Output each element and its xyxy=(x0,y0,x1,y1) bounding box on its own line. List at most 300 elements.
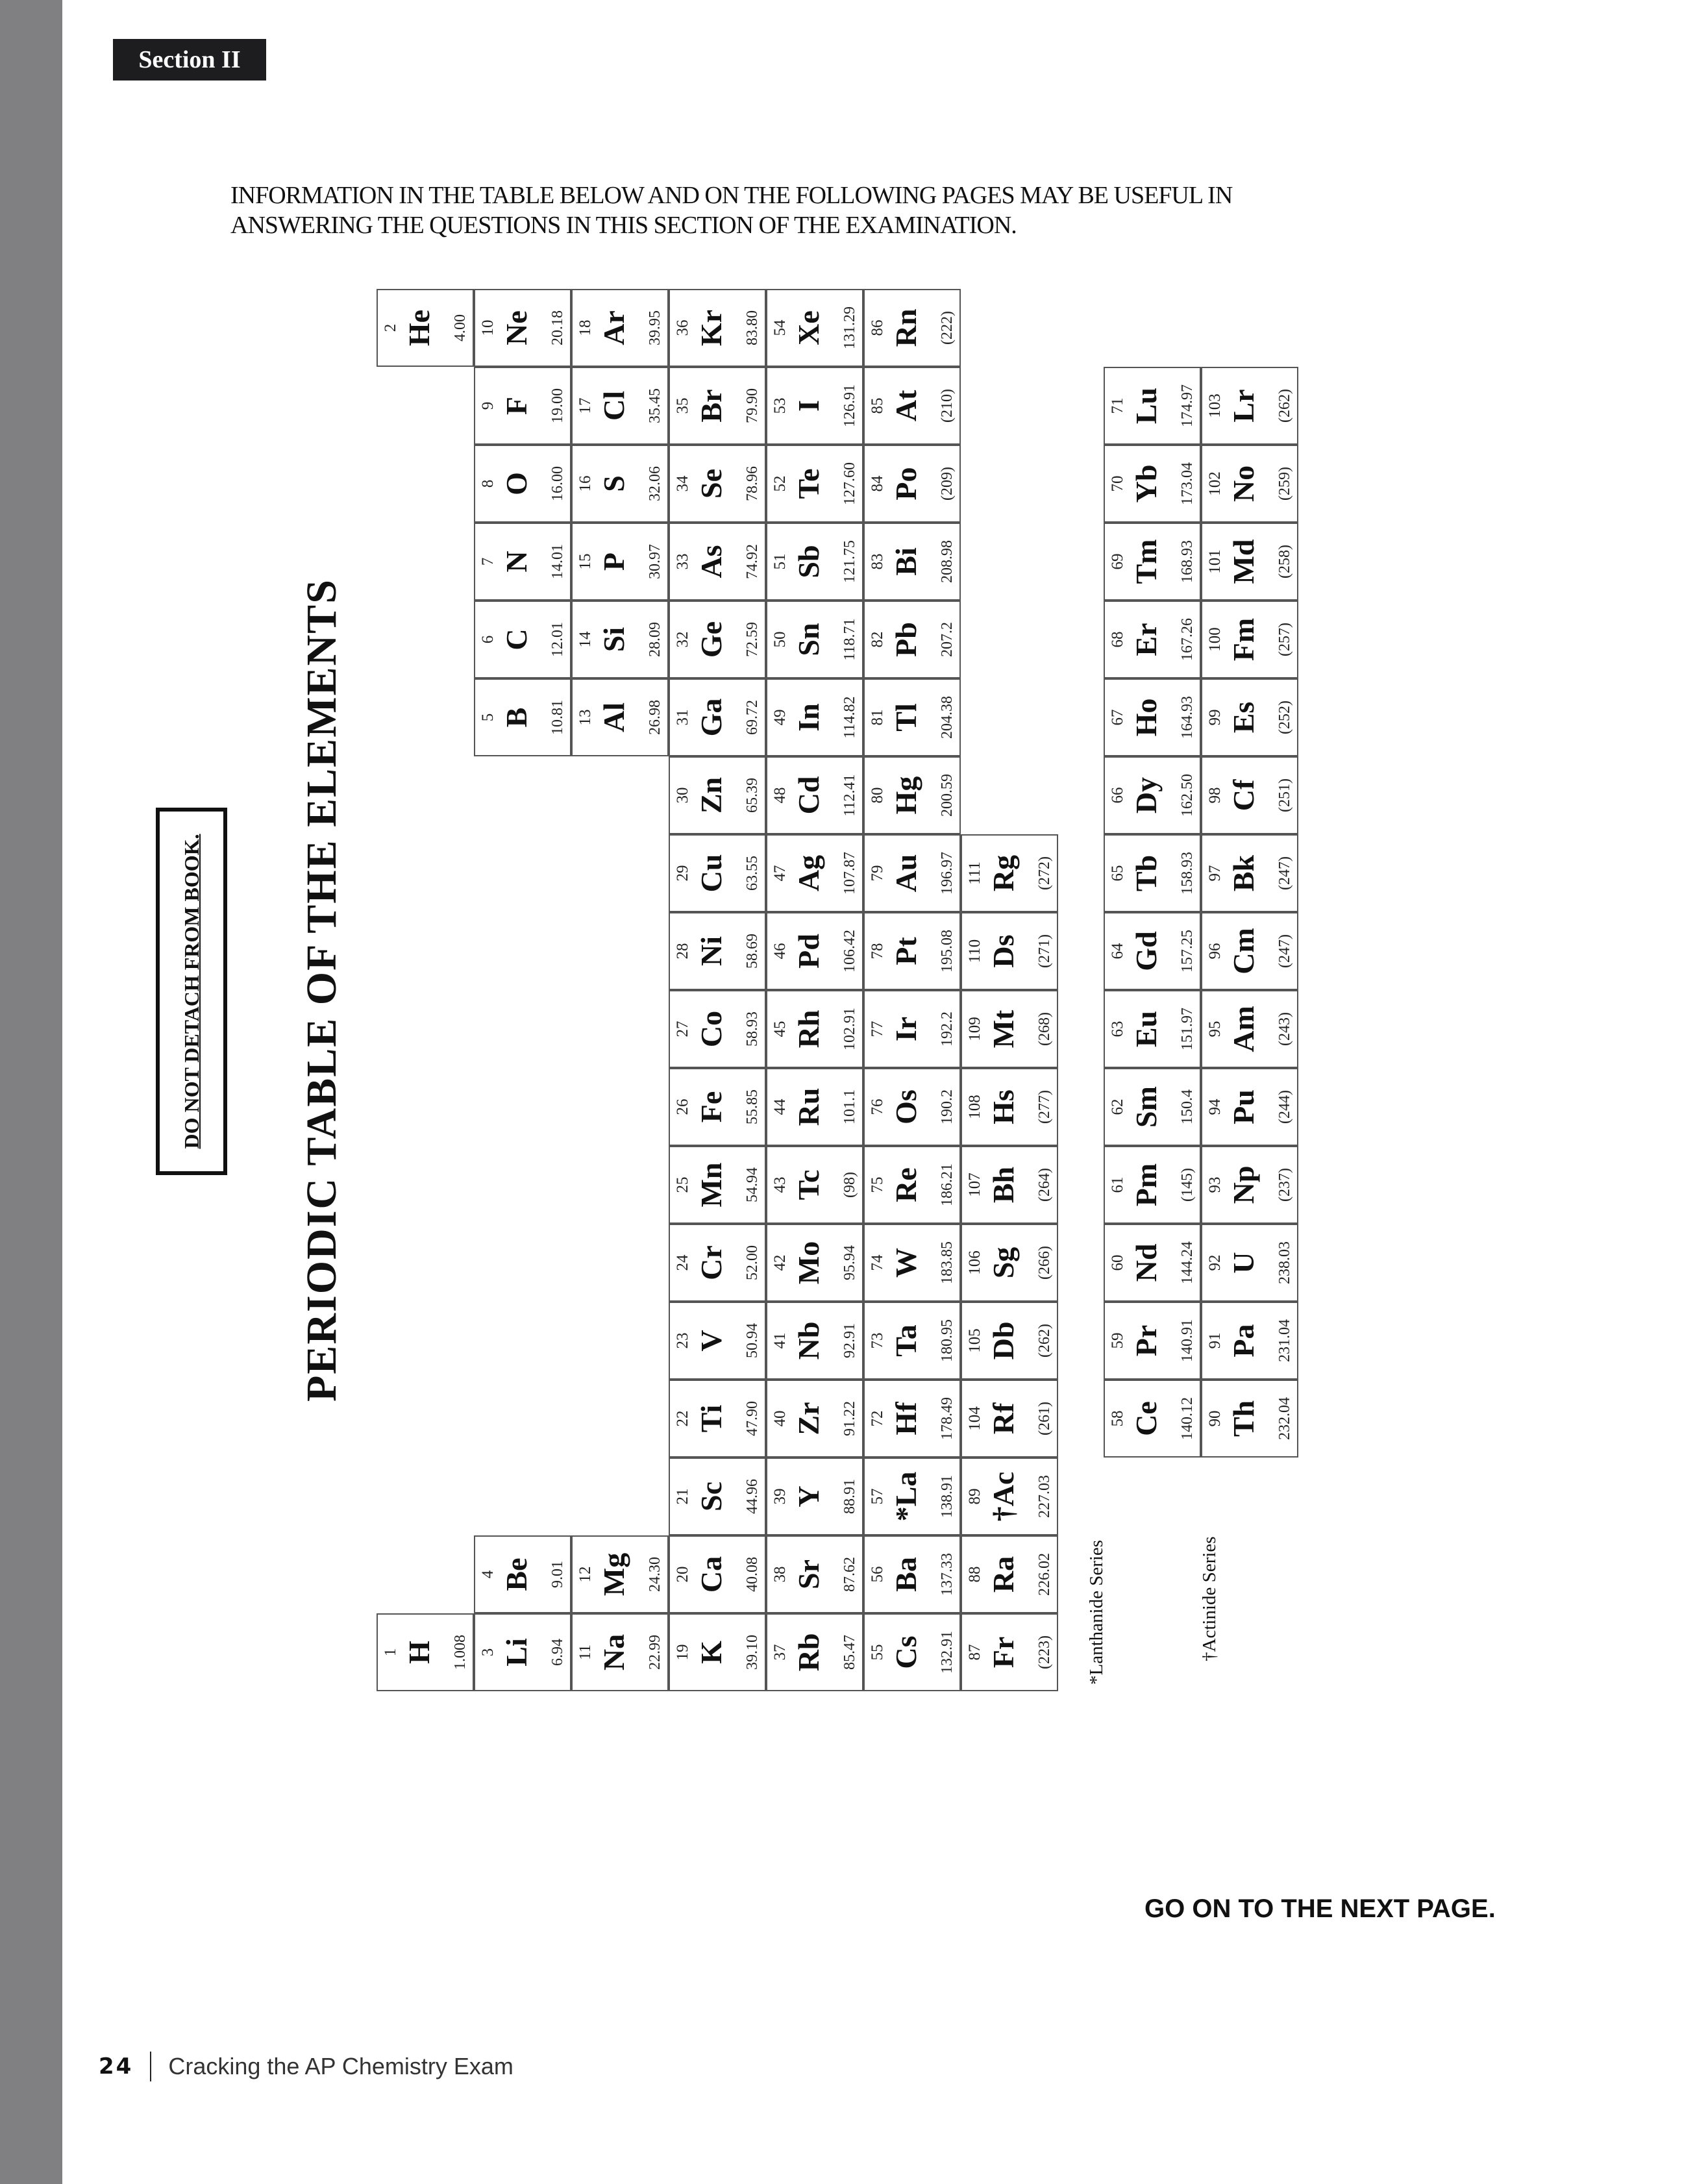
element-cell xyxy=(766,1535,863,1613)
element-cell xyxy=(863,912,961,990)
element-symbol: Cm xyxy=(1227,928,1260,974)
atomic-mass: (247) xyxy=(1276,856,1293,890)
atomic-mass: 88.91 xyxy=(841,1479,858,1514)
atomic-number: 109 xyxy=(966,1017,983,1041)
element-symbol: Md xyxy=(1227,539,1260,584)
element-symbol: Kr xyxy=(695,309,728,347)
atomic-mass: (145) xyxy=(1179,1168,1196,1202)
element-cell xyxy=(474,601,571,678)
atomic-mass: 14.01 xyxy=(549,544,566,579)
atomic-mass: 102.91 xyxy=(841,1008,858,1050)
atomic-mass: (264) xyxy=(1036,1168,1053,1202)
element-symbol: Ge xyxy=(695,621,728,658)
element-symbol: Li xyxy=(500,1638,533,1667)
element-symbol: Xe xyxy=(792,310,825,345)
element-cell xyxy=(474,678,571,756)
atomic-mass: (244) xyxy=(1276,1090,1293,1124)
element-symbol: Bh xyxy=(987,1166,1020,1204)
atomic-number: 94 xyxy=(1206,1098,1224,1115)
atomic-mass: 200.59 xyxy=(939,774,956,817)
element-symbol: Fe xyxy=(695,1091,728,1123)
element-cell xyxy=(863,1302,961,1380)
footer xyxy=(99,2050,513,2083)
atomic-mass: 35.45 xyxy=(647,388,663,423)
atomic-mass: 196.97 xyxy=(939,852,956,895)
element-cell xyxy=(571,523,669,601)
element-cell xyxy=(1104,1146,1201,1224)
element-symbol: N xyxy=(500,551,533,573)
element-symbol: I xyxy=(792,400,825,412)
atomic-number: 27 xyxy=(674,1021,691,1037)
element-symbol: He xyxy=(402,309,436,347)
element-cell xyxy=(766,601,863,678)
atomic-number: 20 xyxy=(674,1566,691,1583)
element-cell xyxy=(571,289,669,367)
element-cell xyxy=(766,990,863,1068)
atomic-mass: 47.90 xyxy=(744,1401,761,1436)
atomic-mass: 72.59 xyxy=(744,622,761,657)
atomic-number: 33 xyxy=(674,553,691,570)
element-symbol: Ne xyxy=(500,310,533,345)
atomic-mass: 183.85 xyxy=(939,1241,956,1284)
element-symbol: Na xyxy=(597,1633,630,1671)
element-symbol: H xyxy=(402,1641,436,1664)
element-cell xyxy=(1104,678,1201,756)
atomic-mass: 63.55 xyxy=(744,856,761,891)
element-symbol: Ni xyxy=(695,936,728,966)
instructions-line-2: ANSWERING THE QUESTIONS IN THIS SECTION OF THE EXAMINATION. xyxy=(230,212,1017,239)
element-cell xyxy=(1201,834,1298,912)
element-symbol: Np xyxy=(1227,1165,1260,1204)
element-cell xyxy=(766,834,863,912)
element-symbol: Rn xyxy=(889,308,922,347)
atomic-number: 75 xyxy=(869,1176,886,1193)
atomic-number: 36 xyxy=(674,319,691,336)
atomic-mass: (98) xyxy=(841,1172,858,1198)
element-symbol: Pm xyxy=(1130,1163,1163,1207)
element-cell xyxy=(571,1613,669,1691)
atomic-number: 56 xyxy=(869,1566,886,1583)
element-cell xyxy=(1104,367,1201,445)
atomic-number: 4 xyxy=(479,1570,497,1579)
element-cell xyxy=(766,1224,863,1302)
element-symbol: Zr xyxy=(792,1402,825,1435)
atomic-number: 78 xyxy=(869,943,886,960)
element-symbol: F xyxy=(500,396,533,416)
element-cell xyxy=(1201,1146,1298,1224)
element-cell xyxy=(1104,523,1201,601)
element-symbol: Te xyxy=(792,468,825,499)
element-symbol: Sc xyxy=(695,1482,728,1511)
atomic-mass: 114.82 xyxy=(841,696,858,739)
atomic-mass: 226.02 xyxy=(1036,1553,1053,1596)
atomic-number: 60 xyxy=(1109,1254,1126,1271)
element-symbol: V xyxy=(695,1330,728,1352)
element-symbol: Be xyxy=(500,1557,533,1591)
atomic-mass: (268) xyxy=(1036,1012,1053,1046)
atomic-mass: 44.96 xyxy=(744,1479,761,1514)
element-symbol: Re xyxy=(889,1167,922,1202)
element-symbol: B xyxy=(500,707,533,728)
atomic-number: 1 xyxy=(382,1648,399,1657)
element-symbol: Sg xyxy=(987,1247,1020,1279)
atomic-number: 96 xyxy=(1206,943,1224,960)
element-symbol: Hs xyxy=(987,1089,1020,1124)
element-symbol: As xyxy=(695,545,728,578)
atomic-number: 22 xyxy=(674,1410,691,1427)
atomic-number: 9 xyxy=(479,401,497,410)
element-symbol: Nd xyxy=(1130,1243,1163,1282)
atomic-number: 98 xyxy=(1206,787,1224,804)
atomic-number: 7 xyxy=(479,557,497,566)
atomic-mass: 106.42 xyxy=(841,930,858,973)
atomic-number: 38 xyxy=(771,1566,789,1583)
atomic-mass: (266) xyxy=(1036,1246,1053,1280)
atomic-number: 43 xyxy=(771,1176,789,1193)
element-symbol: O xyxy=(500,472,533,495)
element-cell xyxy=(669,756,766,834)
element-cell xyxy=(863,1146,961,1224)
atomic-mass: 91.22 xyxy=(841,1401,858,1436)
atomic-mass: 138.91 xyxy=(939,1475,956,1518)
element-symbol: Cs xyxy=(889,1635,922,1669)
atomic-number: 11 xyxy=(576,1644,594,1661)
atomic-mass: (258) xyxy=(1276,545,1293,578)
atomic-number: 42 xyxy=(771,1254,789,1271)
element-cell xyxy=(863,601,961,678)
atomic-mass: 186.21 xyxy=(939,1163,956,1206)
element-cell xyxy=(961,912,1058,990)
element-cell xyxy=(863,678,961,756)
atomic-mass: (251) xyxy=(1276,778,1293,812)
element-cell xyxy=(1104,445,1201,523)
atomic-number: 111 xyxy=(966,862,983,885)
atomic-number: 74 xyxy=(869,1254,886,1271)
element-cell xyxy=(961,834,1058,912)
element-cell xyxy=(961,1535,1058,1613)
element-cell xyxy=(766,1146,863,1224)
atomic-number: 51 xyxy=(771,553,789,570)
element-symbol: Ga xyxy=(695,698,728,737)
element-cell xyxy=(961,1068,1058,1146)
atomic-mass: 107.87 xyxy=(841,852,858,895)
element-symbol: Ir xyxy=(889,1016,922,1042)
element-symbol: C xyxy=(500,628,533,651)
atomic-mass: 232.04 xyxy=(1276,1397,1293,1440)
element-cell xyxy=(1201,912,1298,990)
atomic-number: 59 xyxy=(1109,1332,1126,1349)
element-cell xyxy=(961,1613,1058,1691)
atomic-number: 53 xyxy=(771,397,789,414)
instructions xyxy=(230,180,1438,240)
atomic-number: 52 xyxy=(771,475,789,492)
element-cell xyxy=(1104,990,1201,1068)
atomic-number: 102 xyxy=(1206,471,1224,496)
atomic-mass: 208.98 xyxy=(939,540,956,583)
atomic-mass: 162.50 xyxy=(1179,774,1196,817)
atomic-number: 101 xyxy=(1206,549,1224,574)
periodic-table-title: PERIODIC TABLE OF THE ELEMENTS xyxy=(298,578,345,1402)
element-cell xyxy=(766,1458,863,1535)
atomic-mass: 55.85 xyxy=(744,1089,761,1124)
atomic-mass: (277) xyxy=(1036,1090,1053,1124)
element-cell xyxy=(669,367,766,445)
atomic-number: 63 xyxy=(1109,1021,1126,1037)
element-cell xyxy=(1201,1224,1298,1302)
atomic-mass: 238.03 xyxy=(1276,1241,1293,1284)
element-cell xyxy=(474,367,571,445)
element-cell xyxy=(766,445,863,523)
atomic-number: 70 xyxy=(1109,475,1126,492)
element-symbol: W xyxy=(889,1248,922,1278)
atomic-mass: (261) xyxy=(1036,1402,1053,1435)
atomic-number: 66 xyxy=(1109,787,1126,804)
atomic-number: 92 xyxy=(1206,1254,1224,1271)
element-cell xyxy=(766,678,863,756)
atomic-number: 5 xyxy=(479,713,497,722)
atomic-mass: (209) xyxy=(939,467,956,501)
page-edge-bar xyxy=(0,0,62,2184)
element-cell xyxy=(1104,1380,1201,1458)
atomic-number: 28 xyxy=(674,943,691,960)
element-cell xyxy=(669,1458,766,1535)
element-symbol: Sn xyxy=(792,623,825,656)
atomic-mass: 101.1 xyxy=(841,1089,858,1124)
atomic-number: 77 xyxy=(869,1021,886,1037)
element-symbol: K xyxy=(695,1641,728,1664)
element-cell xyxy=(1201,1302,1298,1380)
element-cell xyxy=(1201,678,1298,756)
element-symbol: Rb xyxy=(792,1633,825,1672)
atomic-mass: 195.08 xyxy=(939,930,956,973)
atomic-number: 49 xyxy=(771,709,789,726)
atomic-mass: 121.75 xyxy=(841,540,858,583)
atomic-mass: (262) xyxy=(1036,1324,1053,1358)
element-cell xyxy=(669,1146,766,1224)
element-cell xyxy=(377,1613,474,1691)
element-symbol: Ti xyxy=(695,1404,728,1433)
atomic-number: 17 xyxy=(576,397,594,414)
atomic-number: 84 xyxy=(869,475,886,492)
element-cell xyxy=(571,445,669,523)
element-cell xyxy=(669,1613,766,1691)
atomic-number: 67 xyxy=(1109,709,1126,726)
element-symbol: Ca xyxy=(695,1556,728,1593)
element-cell xyxy=(669,445,766,523)
element-symbol: Cl xyxy=(597,391,630,421)
element-cell xyxy=(961,990,1058,1068)
element-cell xyxy=(669,834,766,912)
atomic-mass: 132.91 xyxy=(939,1631,956,1674)
element-cell xyxy=(961,1224,1058,1302)
element-cell xyxy=(766,1068,863,1146)
element-symbol: Fr xyxy=(987,1636,1020,1669)
element-cell xyxy=(961,1380,1058,1458)
atomic-number: 54 xyxy=(771,319,789,336)
atomic-number: 50 xyxy=(771,631,789,648)
element-symbol: Bi xyxy=(889,547,922,576)
element-symbol: Er xyxy=(1130,623,1163,656)
atomic-number: 25 xyxy=(674,1176,691,1193)
element-cell xyxy=(1104,1224,1201,1302)
atomic-number: 104 xyxy=(966,1406,983,1431)
element-symbol: Ta xyxy=(889,1324,922,1357)
atomic-mass: 127.60 xyxy=(841,462,858,505)
element-symbol: Th xyxy=(1227,1400,1260,1437)
element-symbol: Tc xyxy=(792,1169,825,1200)
atomic-number: 37 xyxy=(771,1644,789,1661)
atomic-number: 58 xyxy=(1109,1410,1126,1427)
atomic-mass: 92.91 xyxy=(841,1323,858,1358)
element-symbol: Dy xyxy=(1130,776,1163,814)
atomic-mass: 1.008 xyxy=(452,1635,469,1670)
atomic-mass: 74.92 xyxy=(744,544,761,579)
atomic-mass: 52.00 xyxy=(744,1245,761,1280)
atomic-mass: 126.91 xyxy=(841,384,858,427)
atomic-number: 80 xyxy=(869,787,886,804)
atomic-mass: 50.94 xyxy=(744,1323,761,1358)
element-symbol: Ra xyxy=(987,1556,1020,1593)
element-cell xyxy=(669,990,766,1068)
atomic-mass: 173.04 xyxy=(1179,462,1196,505)
atomic-mass: 39.10 xyxy=(744,1635,761,1670)
atomic-number: 12 xyxy=(576,1566,594,1583)
atomic-number: 39 xyxy=(771,1488,789,1505)
do-not-detach-notice xyxy=(156,808,227,1175)
atomic-mass: 151.97 xyxy=(1179,1008,1196,1050)
element-symbol: Mn xyxy=(695,1162,728,1208)
atomic-number: 13 xyxy=(576,709,594,726)
element-symbol: Mo xyxy=(792,1241,825,1285)
atomic-mass: 85.47 xyxy=(841,1635,858,1670)
atomic-number: 31 xyxy=(674,709,691,726)
element-symbol: Pb xyxy=(889,622,922,657)
atomic-mass: (247) xyxy=(1276,934,1293,968)
periodic-table-grid xyxy=(292,289,1396,1691)
element-symbol: Ho xyxy=(1130,698,1163,737)
element-cell xyxy=(1104,912,1201,990)
element-cell xyxy=(474,1613,571,1691)
atomic-number: 64 xyxy=(1109,943,1126,960)
atomic-number: 97 xyxy=(1206,865,1224,882)
element-cell xyxy=(1201,367,1298,445)
atomic-number: 45 xyxy=(771,1021,789,1037)
element-cell xyxy=(863,756,961,834)
element-cell xyxy=(1201,445,1298,523)
atomic-number: 41 xyxy=(771,1332,789,1349)
element-cell xyxy=(1104,834,1201,912)
atomic-number: 44 xyxy=(771,1098,789,1115)
element-symbol: Ag xyxy=(792,854,825,892)
atomic-mass: (210) xyxy=(939,389,956,423)
element-cell xyxy=(669,523,766,601)
element-symbol: Tm xyxy=(1130,539,1163,584)
element-cell xyxy=(863,523,961,601)
element-cell xyxy=(669,1224,766,1302)
atomic-number: 88 xyxy=(966,1566,983,1583)
atomic-mass: 20.18 xyxy=(549,310,566,345)
atomic-mass: 144.24 xyxy=(1179,1241,1196,1284)
element-cell xyxy=(961,1302,1058,1380)
atomic-mass: 12.01 xyxy=(549,622,566,657)
atomic-number: 61 xyxy=(1109,1176,1126,1193)
element-symbol: Ds xyxy=(987,934,1020,968)
atomic-mass: 190.2 xyxy=(939,1089,956,1124)
atomic-number: 71 xyxy=(1109,397,1126,414)
atomic-number: 19 xyxy=(674,1644,691,1661)
element-cell xyxy=(766,1302,863,1380)
atomic-number: 21 xyxy=(674,1488,691,1505)
atomic-mass: 112.41 xyxy=(841,774,858,817)
atomic-number: 14 xyxy=(576,631,594,648)
element-cell xyxy=(669,289,766,367)
element-cell xyxy=(1201,523,1298,601)
element-symbol: Hf xyxy=(889,1402,922,1435)
actinide-series-label: †Actinide Series xyxy=(1199,1536,1220,1661)
element-symbol: Lu xyxy=(1130,387,1163,425)
element-cell xyxy=(863,1224,961,1302)
element-symbol: Cf xyxy=(1227,779,1260,812)
element-cell xyxy=(863,289,961,367)
element-symbol: Zn xyxy=(695,776,728,814)
element-symbol: Br xyxy=(695,389,728,423)
atomic-number: 82 xyxy=(869,631,886,648)
atomic-number: 100 xyxy=(1206,627,1224,652)
atomic-mass: 78.96 xyxy=(744,466,761,501)
atomic-number: 6 xyxy=(479,635,497,644)
element-cell xyxy=(863,1613,961,1691)
element-cell xyxy=(961,1458,1058,1535)
atomic-mass: 231.04 xyxy=(1276,1319,1293,1362)
atomic-mass: 95.94 xyxy=(841,1245,858,1280)
atomic-mass: 9.01 xyxy=(549,1561,566,1588)
atomic-number: 48 xyxy=(771,787,789,804)
element-symbol: Cd xyxy=(792,776,825,815)
element-cell xyxy=(766,756,863,834)
atomic-mass: 32.06 xyxy=(647,466,663,501)
element-symbol: Y xyxy=(792,1485,825,1508)
atomic-number: 103 xyxy=(1206,393,1224,418)
element-cell xyxy=(474,1535,571,1613)
book-title: Cracking the AP Chemistry Exam xyxy=(168,2053,513,2079)
atomic-mass: 83.80 xyxy=(744,310,761,345)
element-cell xyxy=(474,445,571,523)
atomic-mass: (222) xyxy=(939,311,956,345)
element-symbol: Mt xyxy=(987,1010,1020,1049)
atomic-number: 89 xyxy=(966,1488,983,1505)
atomic-mass: 207.2 xyxy=(939,622,956,657)
element-cell xyxy=(669,678,766,756)
atomic-number: 99 xyxy=(1206,709,1224,726)
element-cell xyxy=(669,912,766,990)
atomic-number: 73 xyxy=(869,1332,886,1349)
element-symbol: Sm xyxy=(1130,1086,1163,1128)
atomic-number: 16 xyxy=(576,475,594,492)
element-cell xyxy=(1201,756,1298,834)
atomic-mass: 118.71 xyxy=(841,618,858,661)
atomic-mass: (237) xyxy=(1276,1168,1293,1202)
element-symbol: Ru xyxy=(792,1087,825,1126)
element-symbol: Sr xyxy=(792,1559,825,1589)
atomic-number: 110 xyxy=(966,939,983,963)
element-symbol: No xyxy=(1227,465,1260,503)
element-symbol: Lr xyxy=(1227,389,1260,423)
element-symbol: Am xyxy=(1227,1006,1260,1052)
element-cell xyxy=(863,834,961,912)
atomic-mass: 157.25 xyxy=(1179,930,1196,973)
element-symbol: *La xyxy=(889,1471,922,1522)
atomic-number: 85 xyxy=(869,397,886,414)
